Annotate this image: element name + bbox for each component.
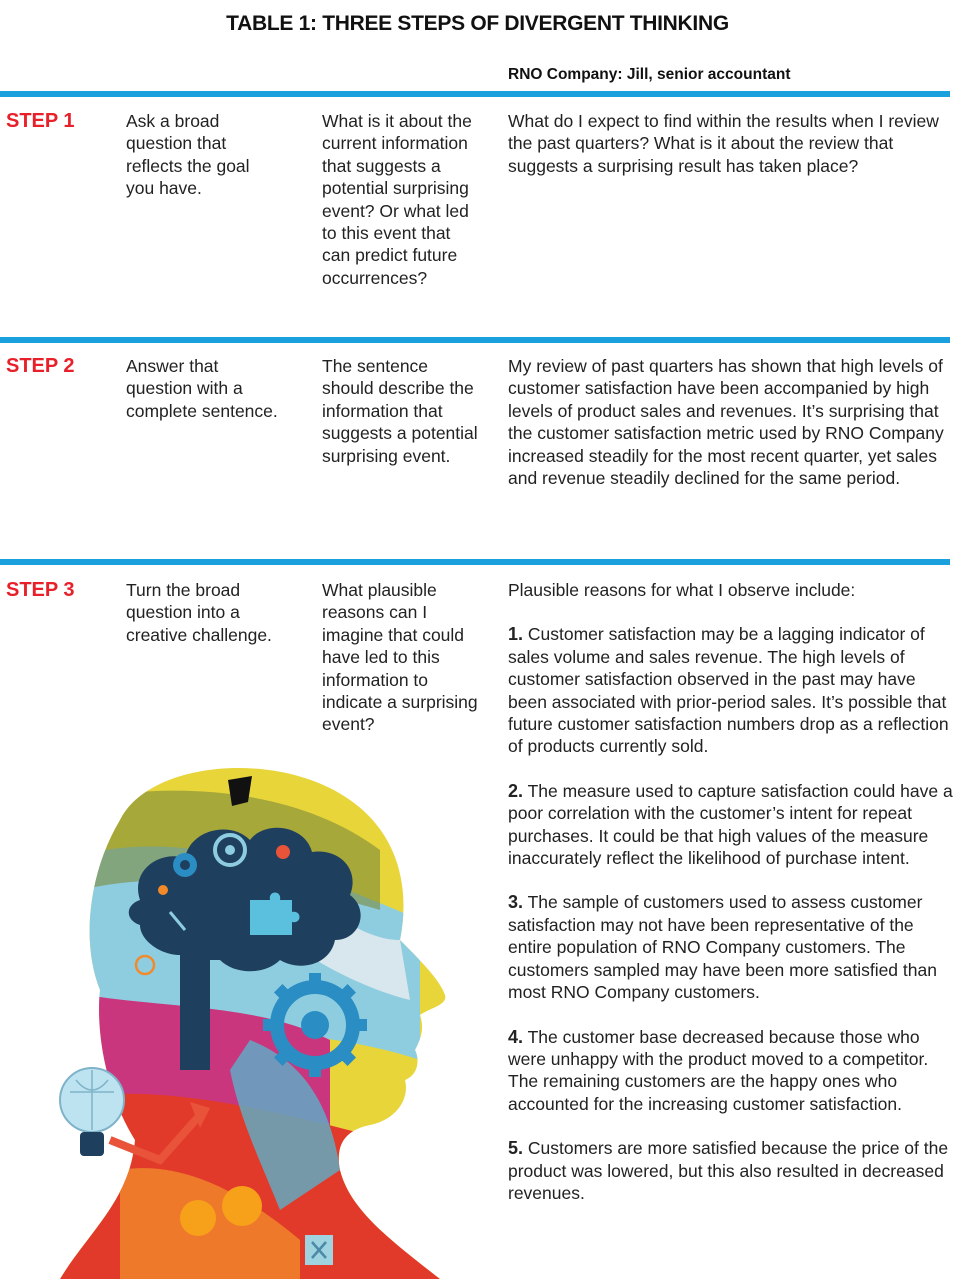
reason-4-number: 4. [508, 1026, 524, 1047]
step-2-rule [0, 337, 950, 343]
reason-2-number: 2. [508, 780, 524, 801]
step-3-example [508, 579, 953, 1226]
reason-3-text: The sample of customers used to assess customer satisfaction may not have been representative of the entire population of RNO Company customers. The customers sampled may have been more satisfied than most RNO Company customers. [508, 892, 937, 1003]
step-3-instruction: Turn the broad question into a creative challenge. [126, 580, 272, 645]
reason-4 [508, 1026, 953, 1116]
step-1-instruction: Ask a broad question that reflects the goal you have. [126, 111, 250, 199]
reason-1-number: 1. [508, 624, 524, 645]
step-3-example-intro: Plausible reasons for what I observe include: [508, 580, 856, 600]
step-2-label: STEP 2 [6, 355, 75, 377]
step-2-example: My review of past quarters has shown that high levels of customer satisfaction have been accompanied by high levels of product sales and revenues. It’s surprising that the customer satisfaction metric used by RNO Company increased steadily for the most recent quarter, yet sales and revenue steadily declined for the same period. [508, 356, 944, 489]
step-1-rule [0, 91, 950, 97]
reason-2-text: The measure used to capture satisfaction could have a poor correlation with the customer’s intent for repeat purchases. It could be that high values of the measure inaccurately reflect the likelihood of purchase intent. [508, 780, 953, 869]
step-3-rule [0, 559, 950, 565]
reason-1 [508, 623, 953, 757]
step-3-guiding-question: What plausible reasons can I imagine that could have led to this information to indicate a surprising event? [322, 580, 478, 735]
head-illustration [0, 740, 500, 1279]
reason-1-text: Customer satisfaction may be a lagging indicator of sales volume and sales revenue. The high levels of customer satisfaction observed in the past may have been associated with prior-period sales. It’s possible that future customer satisfaction numbers drop as a reflection of products currently sold. [508, 624, 949, 757]
step-1-label: STEP 1 [6, 110, 75, 132]
reason-4-text: The customer base decreased because those who were unhappy with the product moved to a competitor. The remaining customers are the happy ones who accounted for the increasing customer satisfaction. [508, 1026, 929, 1114]
step-2-guiding-question: The sentence should describe the information that suggests a potential surprising event. [322, 356, 478, 466]
step-3-label: STEP 3 [6, 579, 75, 601]
reason-3 [508, 891, 953, 1003]
reason-3-number: 3. [508, 892, 524, 913]
reason-5 [508, 1137, 953, 1204]
step-1-guiding-question: What is it about the current information that suggests a potential surprising event? Or what led to this event that can predict future occurrences? [322, 111, 472, 288]
reason-5-text: Customers are more satisfied because the price of the product was lowered, but this also resulted in decreased revenues. [508, 1138, 949, 1203]
step-1-example: What do I expect to find within the results when I review the past quarters? What is it about the review that suggests a surprising result has taken place? [508, 111, 939, 176]
column-header: RNO Company: Jill, senior accountant [508, 66, 791, 83]
step-2-instruction: Answer that question with a complete sentence. [126, 356, 278, 421]
reason-2 [508, 780, 953, 870]
table-title: TABLE 1: THREE STEPS OF DIVERGENT THINKING [226, 12, 729, 35]
reason-5-number: 5. [508, 1138, 524, 1159]
